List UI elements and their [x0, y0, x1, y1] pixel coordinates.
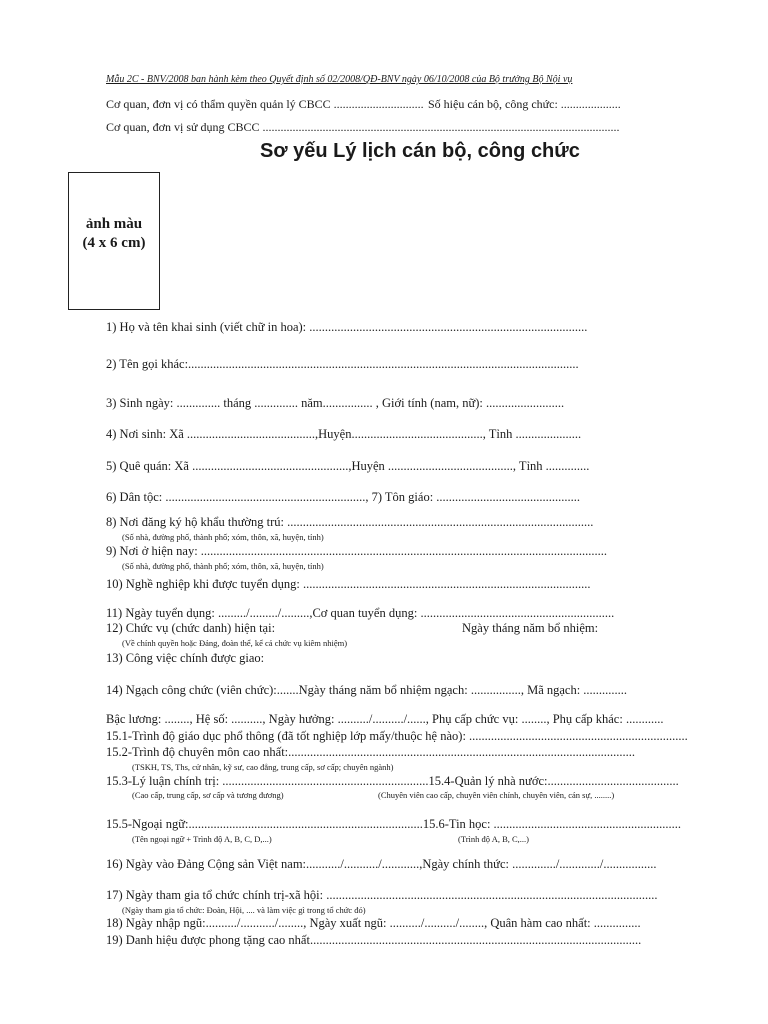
state-management-note: (Chuyên viên cao cấp, chuyên viên chính, chuyên viên, cán sự, ........): [378, 790, 615, 800]
staff-number-field[interactable]: Số hiệu cán bộ, công chức: ....................: [428, 97, 621, 111]
field-foreign-language-it[interactable]: 15.5-Ngoại ngữ:...........................................................................15.6-Tin học: ............................................................: [106, 817, 682, 831]
field-civil-grade[interactable]: 14) Ngạch công chức (viên chức):.......Ngày tháng năm bổ nhiệm ngạch: ................, Mã ngạch: ..............: [106, 683, 628, 697]
field-full-name[interactable]: 1) Họ và tên khai sinh (viết chữ in hoa): .........................................................................................: [106, 320, 588, 334]
page-title: Sơ yếu Lý lịch cán bộ, công chức: [260, 140, 580, 162]
photo-size-label: (4 x 6 cm): [82, 235, 146, 251]
field-appointment-date[interactable]: Ngày tháng năm bổ nhiệm:: [462, 621, 599, 635]
field-current-position[interactable]: 12) Chức vụ (chức danh) hiện tại:: [106, 621, 276, 635]
using-agency-field[interactable]: Cơ quan, đơn vị sử dụng CBCC .......................................................................................................................: [106, 120, 620, 134]
field-ethnicity-religion[interactable]: 6) Dân tộc: ................................................................, 7) Tôn giáo: ..............................................: [106, 490, 581, 504]
photo-placeholder: [68, 172, 160, 310]
position-note: (Về chính quyền hoặc Đảng, đoàn thể, kể cả chức vụ kiêm nhiệm): [122, 638, 348, 648]
political-theory-note: (Cao cấp, trung cấp, sơ cấp và tương đương): [132, 790, 284, 800]
photo-label: ảnh màu: [85, 216, 143, 232]
field-recruitment[interactable]: 11) Ngày tuyển dụng: ........./........./.........,Cơ quan tuyển dụng: ..............................................................: [106, 606, 615, 620]
field-salary[interactable]: Bậc lương: ........, Hệ số: .........., Ngày hưởng: ........../........../......, Phụ cấp chức vụ: ........, Phụ cấp khác: ............: [106, 712, 664, 726]
field-birthplace[interactable]: 4) Nơi sinh: Xã .........................................,Huyện.........................................., Tỉnh .....................: [106, 427, 582, 441]
field-political-theory[interactable]: 15.3-Lý luận chính trị: ..................................................................15.4-Quản lý nhà nước:..........................................: [106, 774, 679, 788]
field-current-address[interactable]: 9) Nơi ở hiện nay: ..................................................................................................................................: [106, 544, 608, 558]
form-reference-note: Mẫu 2C - BNV/2008 ban hành kèm theo Quyết định số 02/2008/QĐ-BNV ngày 06/10/2008 của Bộ trưởng Bộ Nội vụ: [106, 74, 573, 85]
field-birth-date-gender[interactable]: 3) Sinh ngày: .............. tháng .............. năm................ , Giới tính (nam, nữ): .........................: [106, 396, 565, 410]
field-highest-title[interactable]: 19) Danh hiệu được phong tặng cao nhất..........................................................................................................: [106, 933, 642, 947]
field-party-membership[interactable]: 16) Ngày vào Đảng Cộng sản Việt nam:.........../.........../............,Ngày chính thức: ............../............./.................: [106, 857, 657, 871]
field-socio-political-org[interactable]: 17) Ngày tham gia tổ chức chính trị-xã hội: ..........................................................................................................: [106, 888, 658, 902]
field-hometown[interactable]: 5) Quê quán: Xã ..................................................,Huyện ........................................, Tỉnh ..............: [106, 459, 590, 473]
managing-agency-field[interactable]: Cơ quan, đơn vị có thẩm quyền quản lý CBCC ..............................: [106, 97, 424, 111]
field-main-duties[interactable]: 13) Công việc chính được giao:: [106, 651, 265, 665]
it-level-note: (Trình độ A, B, C,...): [458, 834, 530, 844]
field-occupation[interactable]: 10) Nghề nghiệp khi được tuyển dụng: ............................................................................................: [106, 577, 591, 591]
field-military-service[interactable]: 18) Ngày nhập ngũ:........../.........../........, Ngày xuất ngũ: ........../........../........, Quân hàm cao nhất: ...............: [106, 916, 641, 930]
professional-level-note: (TSKH, TS, Ths, cử nhân, kỹ sư, cao đẳng, trung cấp, sơ cấp; chuyên ngành): [132, 762, 394, 772]
field-permanent-residence[interactable]: 8) Nơi đăng ký hộ khẩu thường trú: ..................................................................................................: [106, 515, 594, 529]
residence-note: (Số nhà, đường phố, thành phố; xóm, thôn, xã, huyện, tỉnh): [122, 532, 324, 542]
foreign-language-note: (Tên ngoại ngữ + Trình độ A, B, C, D,...): [132, 834, 272, 844]
field-general-education[interactable]: 15.1-Trình độ giáo dục phổ thông (đã tốt nghiệp lớp mấy/thuộc hệ nào): ......................................................................: [106, 729, 688, 743]
socio-political-note: (Ngày tham gia tổ chức: Đoàn, Hội, .... và làm việc gì trong tổ chức đó): [122, 905, 366, 915]
address-note: (Số nhà, đường phố, thành phố; xóm, thôn, xã, huyện, tỉnh): [122, 561, 324, 571]
field-other-name[interactable]: 2) Tên gọi khác:.............................................................................................................................: [106, 357, 579, 371]
field-professional-level[interactable]: 15.2-Trình độ chuyên môn cao nhất:...............................................................................................................: [106, 745, 636, 759]
